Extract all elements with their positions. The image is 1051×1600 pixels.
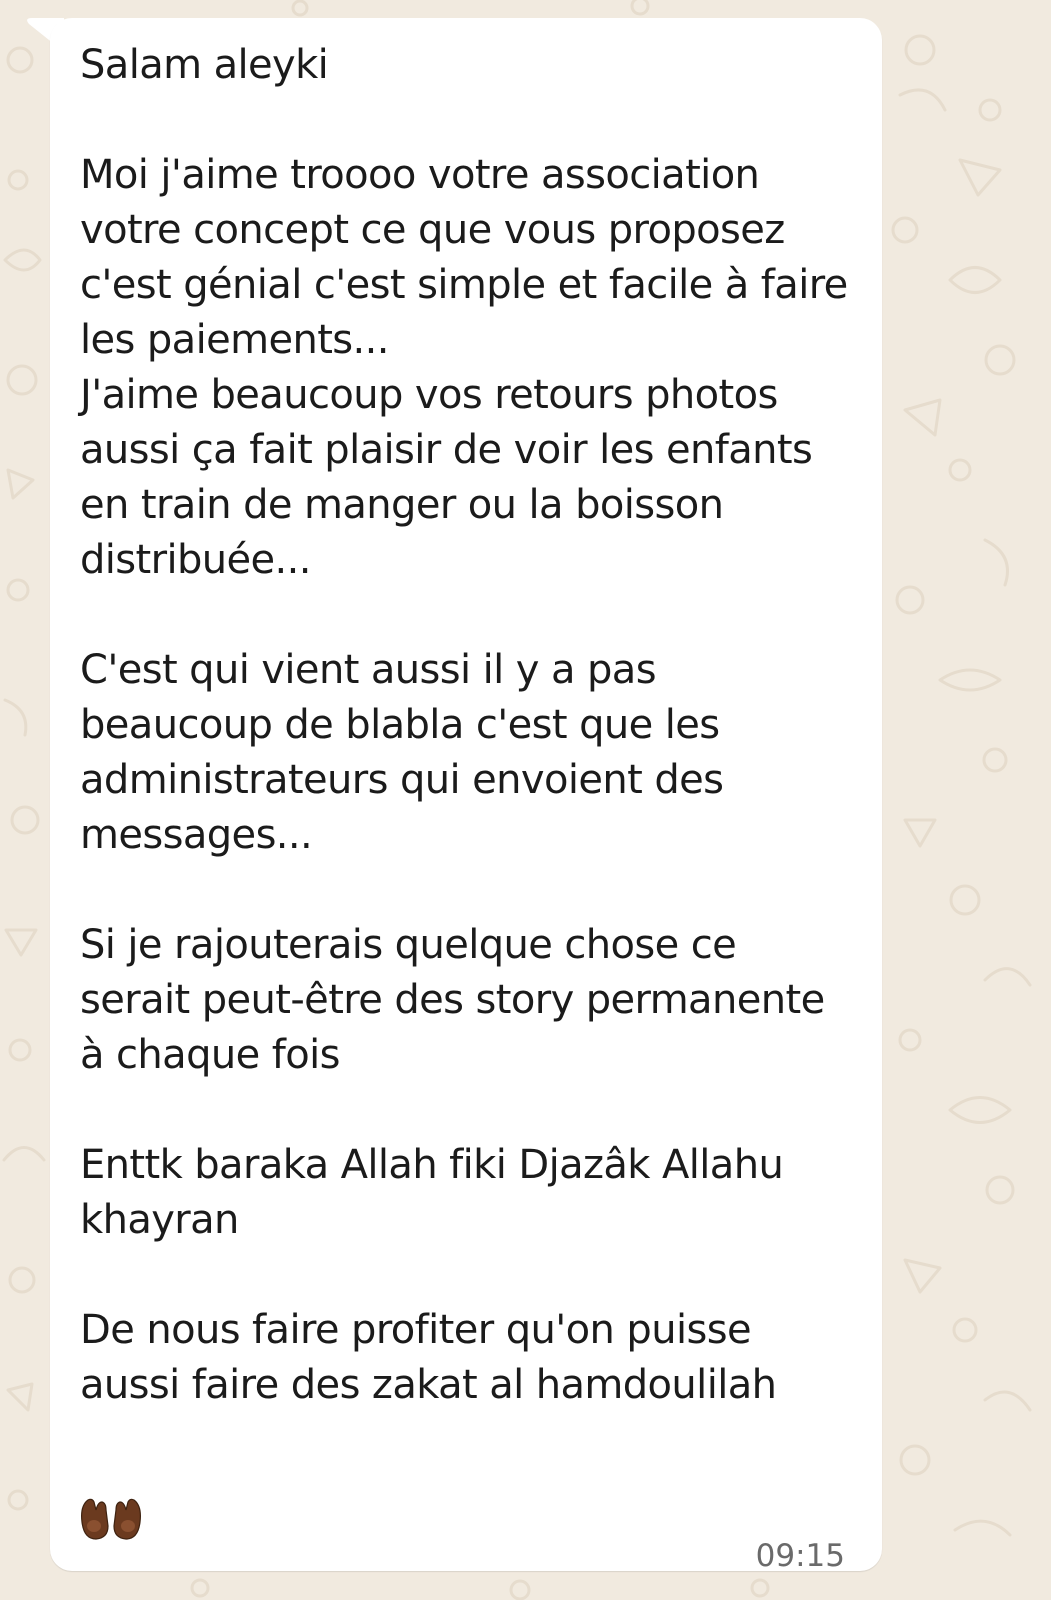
praying-hands-emoji-icon <box>78 1492 144 1542</box>
message-text: Salam aleyki Moi j'aime troooo votre association votre concept ce que vous proposez c'est génial c'est simple et facile à faire les paiements... J'aime beaucoup vos retours photos aussi ça fait plaisir de voir les enfants en train de manger ou la boisson distribuée... C'est qui vient aussi il y a pas beaucoup de blabla c'est que les administrateurs qui envoient des messages... Si je rajouterais quelque chose ce serait peut-être des story permanente à chaque fois Enttk baraka Allah fiki Djazâk Allahu khayran De nous faire profiter qu'on puisse aussi faire des zakat al hamdoulilah <box>80 42 848 1408</box>
message-timestamp: 09:15 <box>755 1538 845 1574</box>
